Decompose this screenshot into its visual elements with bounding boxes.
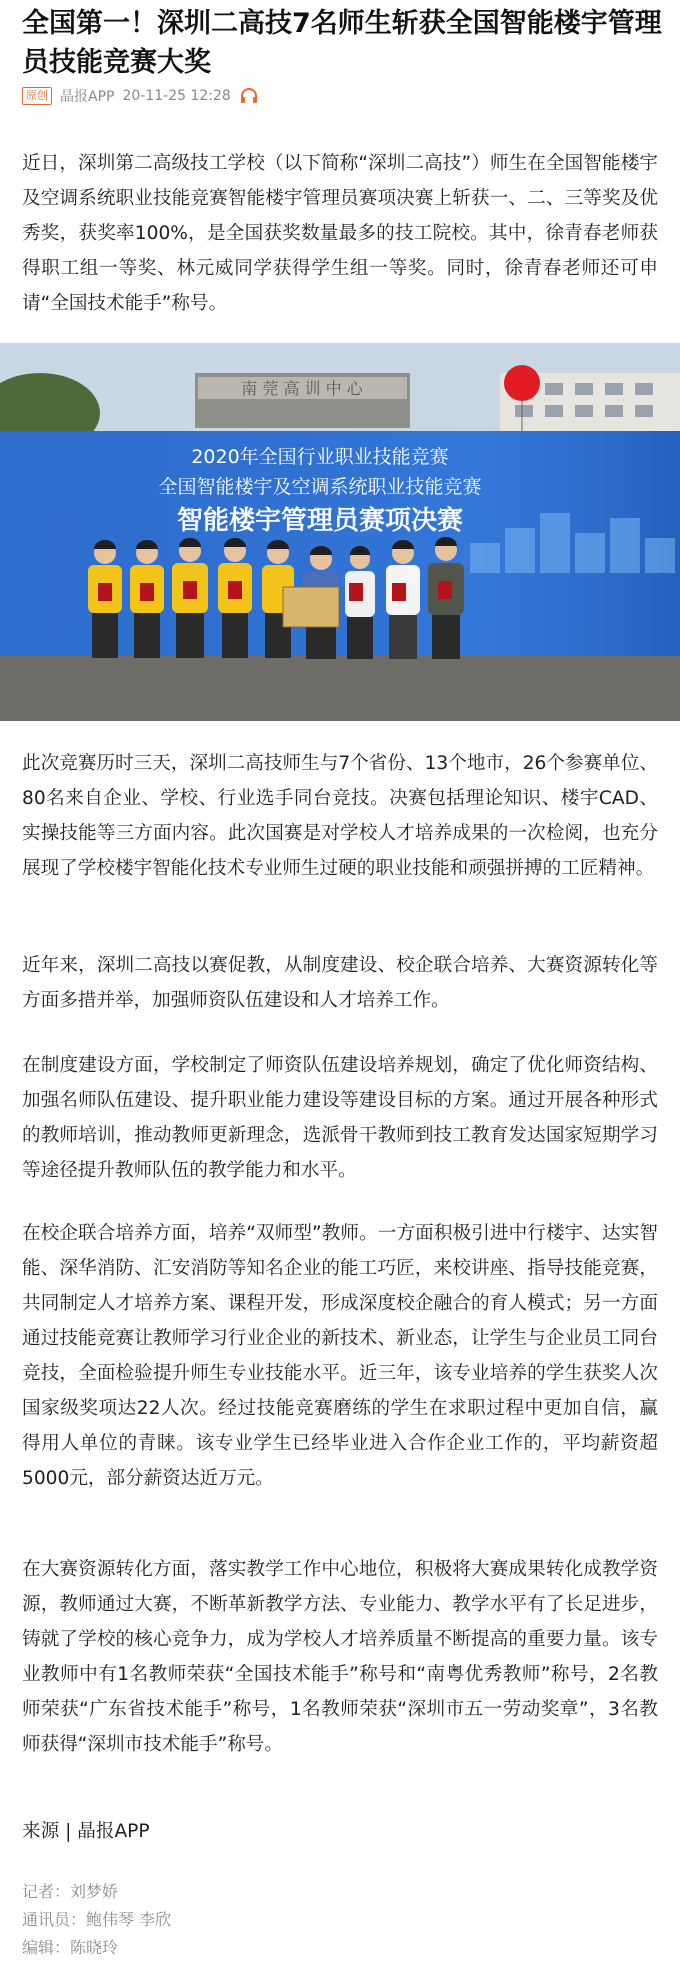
banner-line-3: 智能楼宇管理员赛项决赛 (176, 506, 464, 536)
paragraph-2: 此次竞赛历时三天，深圳二高技师生与7个省份、13个地市，26个参赛单位、80名来自企业、学校、行业选手同台竞技。决赛包括理论知识、楼宇CAD、实操技能等三方面内容。此次国赛是对学校人才培养成果的一次检阅，也充分展现了学校楼宇智能化技术专业师生过硬的职业技能和顽强拼搏的工匠精神。 (22, 753, 658, 879)
banner-line-2: 全国智能楼宇及空调系统职业技能竞赛 (158, 476, 482, 498)
award-group-photo (0, 343, 680, 721)
banner-line-1: 2020年全国行业职业技能竞赛 (191, 446, 449, 468)
paragraph-6: 在大赛资源转化方面，落实教学工作中心地位，积极将大赛成果转化成教学资源，教师通过大赛，不断革新教学方法、专业能力、教学水平有了长足进步，铸就了学校的核心竞争力，成为学校人才培养质量不断提高的重要力量。该专业教师中有1名教师荣获“全国技术能手”称号和“南粤优秀教师”称号，2名教师荣获“广东省技术能手”称号，1名教师荣获“深圳市五一劳动奖章”，3名教师获得“深圳市技术能手”称号。 (22, 1559, 658, 1755)
original-badge: 原创 (22, 87, 52, 105)
red-balloon (504, 365, 540, 401)
paragraph-4: 在制度建设方面，学校制定了师资队伍建设培养规划，确定了优化师资结构、加强名师队伍建设、提升职业能力建设等建设目标的方案。通过开展各种形式的教师培训，推动教师更新理念，选派骨干教师到技工教育发达国家短期学习等途径提升教师队伍的教学能力和水平。 (22, 1055, 658, 1181)
paragraph-3: 近年来，深圳二高技以赛促教，从制度建设、校企联合培养、大赛资源转化等方面多措并举，加强师资队伍建设和人才培养工作。 (22, 955, 658, 1011)
credit-correspondent: 通讯员：鲍伟琴 李欣 (22, 1910, 172, 1929)
photo-illustration (0, 343, 680, 721)
credit-editor: 编辑：陈晓玲 (22, 1938, 119, 1957)
paragraph-1: 近日，深圳第二高级技工学校（以下简称“深圳二高技”）师生在全国智能楼宇及空调系统职业技能竞赛智能楼宇管理员赛项决赛上斩获一、二、三等奖及优秀奖，获奖率100%，是全国获奖数量最多的技工院校。其中，徐青春老师获得职工组一等奖、林元威同学获得学生组一等奖。同时，徐青春老师还可申请“全国技术能手”称号。 (22, 153, 658, 314)
building-sign: 南 莞 高 训 中 心 (241, 379, 363, 398)
source-app-name[interactable]: 晶报APP (60, 89, 115, 105)
source-line: 来源 | 晶报APP (22, 1821, 150, 1842)
people-group (88, 537, 464, 659)
article-title: 全国第一！深圳二高技7名师生斩获全国智能楼宇管理员技能竞赛大奖 (22, 8, 662, 78)
article-meta (22, 86, 259, 106)
credit-reporter: 记者：刘梦娇 (22, 1882, 119, 1901)
paragraph-5: 在校企联合培养方面，培养“双师型”教师。一方面积极引进中行楼宇、达实智能、深华消防、汇安消防等知名企业的能工巧匠，来校讲座、指导技能竞赛，共同制定人才培养方案、课程开发，形成深度校企融合的育人模式；另一方面通过技能竞赛让教师学习行业企业的新技术、新业态，让学生与企业员工同台竞技，全面检验提升师生专业技能水平。近三年，该专业培养的学生获奖人次国家级奖项达22人次。经过技能竞赛磨练的学生在求职过程中更加自信，赢得用人单位的青睐。该专业学生已经毕业进入合作企业工作的，平均薪资超5000元，部分薪资达近万元。 (22, 1223, 658, 1489)
headphones-icon[interactable] (239, 88, 259, 104)
publish-datetime: 20-11-25 12:28 (122, 88, 231, 104)
